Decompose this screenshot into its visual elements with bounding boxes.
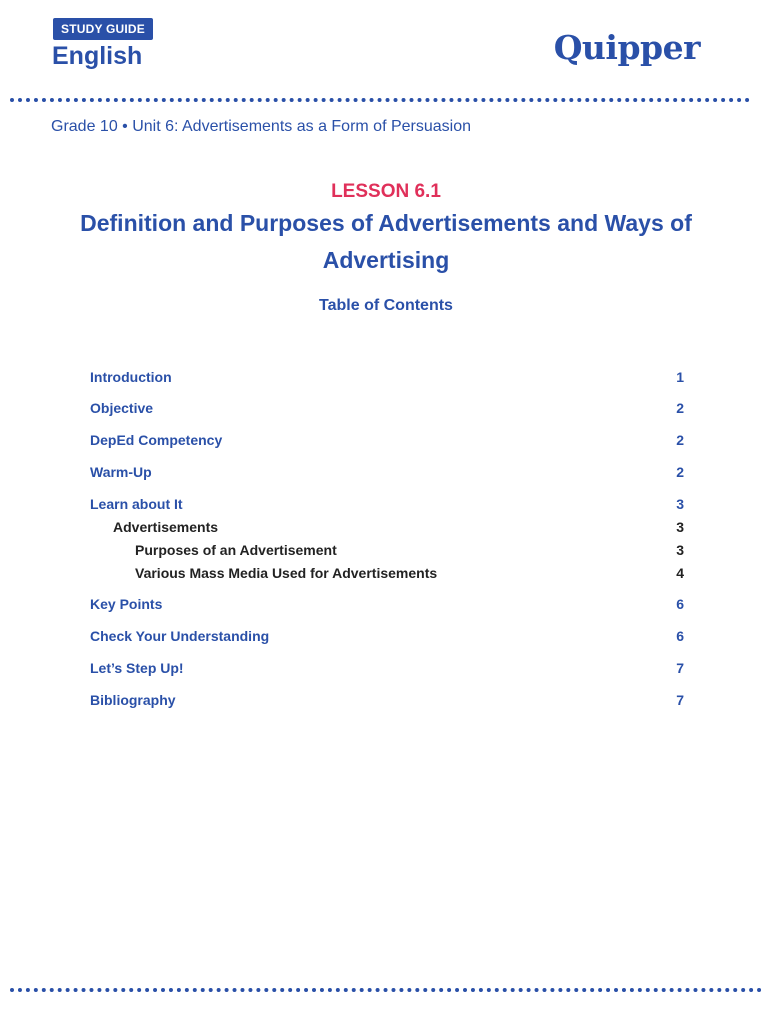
- toc-entry-purposes-of-an-advertisement[interactable]: [135, 542, 684, 558]
- toc-entry-deped-competency[interactable]: [90, 432, 684, 448]
- toc-entry-introduction[interactable]: [90, 369, 684, 385]
- toc-heading: Table of Contents: [319, 297, 453, 314]
- toc-entry-advertisements[interactable]: [113, 519, 684, 535]
- breadcrumb: Grade 10 • Unit 6: Advertisements as a Form of Persuasion: [51, 118, 472, 135]
- toc-entry-title: Learn about It: [90, 496, 183, 512]
- toc-entry-page: 4: [676, 565, 684, 581]
- toc-entry-check-your-understanding[interactable]: [90, 628, 684, 644]
- toc-entry-title: Purposes of an Advertisement: [135, 542, 337, 558]
- toc-entry-title: Various Mass Media Used for Advertisements: [135, 565, 438, 581]
- toc-entry-lets-step-up[interactable]: [90, 660, 684, 676]
- toc-entry-page: 2: [676, 432, 684, 448]
- toc-entry-page: 7: [676, 692, 684, 708]
- toc-entry-learn-about-it[interactable]: [90, 496, 684, 512]
- toc-entry-page: 3: [676, 519, 684, 535]
- study-guide-badge: STUDY GUIDE: [53, 18, 153, 40]
- toc-entry-title: Key Points: [90, 596, 163, 612]
- toc-entry-page: 3: [676, 496, 684, 512]
- toc-entry-page: 3: [676, 542, 684, 558]
- toc-entry-title: Introduction: [90, 369, 172, 385]
- toc-entry-warm-up[interactable]: [90, 464, 684, 480]
- toc-entry-title: Let’s Step Up!: [90, 660, 184, 676]
- toc-entry-title: Advertisements: [113, 519, 219, 535]
- top-divider: [10, 98, 750, 102]
- toc-entry-page: 1: [676, 369, 684, 385]
- toc-entry-page: 6: [676, 596, 684, 612]
- toc-entry-bibliography[interactable]: [90, 692, 684, 708]
- toc-entry-various-mass-media[interactable]: [135, 565, 684, 581]
- toc-entry-objective[interactable]: [90, 400, 684, 416]
- toc-entry-key-points[interactable]: [90, 596, 684, 612]
- toc-entry-page: 2: [676, 400, 684, 416]
- quipper-logo: Quipper: [553, 28, 700, 67]
- toc-entry-page: 7: [676, 660, 684, 676]
- subject-title: English: [52, 42, 143, 70]
- toc-entry-title: Warm-Up: [90, 464, 152, 480]
- toc-entry-title: Bibliography: [90, 692, 176, 708]
- lesson-title: Definition and Purposes of Advertisements and Ways of Advertising: [80, 210, 692, 273]
- toc-entry-title: DepEd Competency: [90, 432, 223, 448]
- toc-entry-page: 2: [676, 464, 684, 480]
- toc-entry-page: 6: [676, 628, 684, 644]
- toc-entry-title: Check Your Understanding: [90, 628, 270, 644]
- lesson-label: LESSON 6.1: [331, 181, 441, 202]
- bottom-divider: [10, 988, 762, 992]
- toc-entry-title: Objective: [90, 400, 154, 416]
